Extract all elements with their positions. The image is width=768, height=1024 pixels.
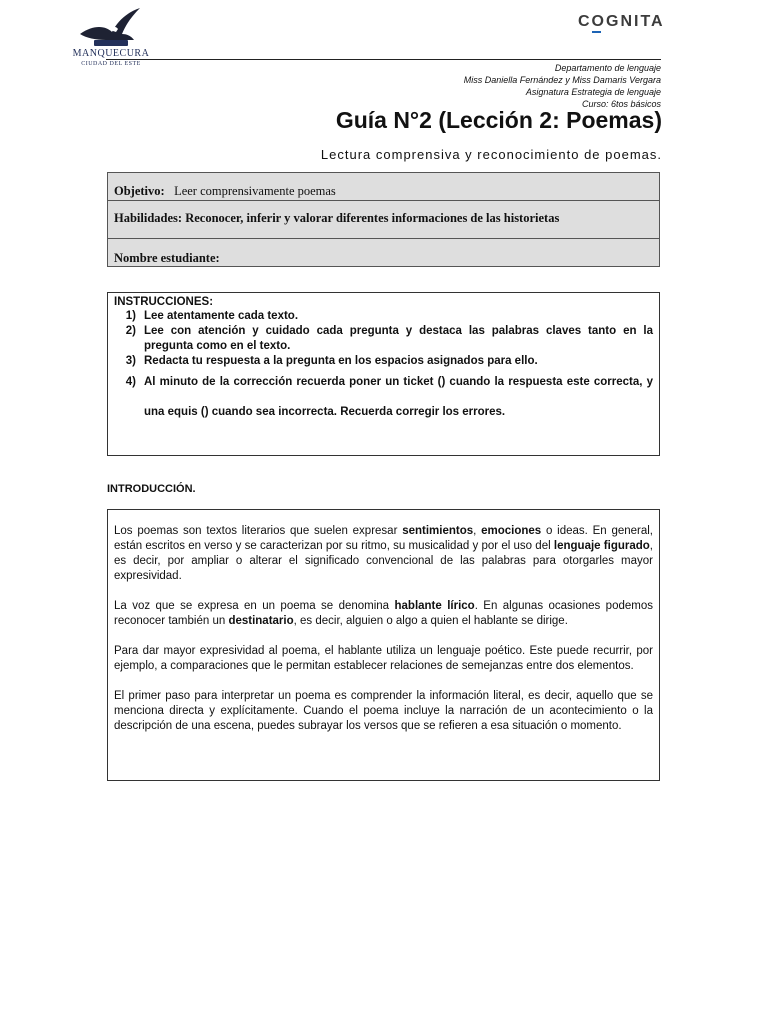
text-span: , es decir, alguien o algo a quien el hablante se dirige. — [293, 615, 568, 627]
objective-value: Leer comprensivamente poemas — [174, 184, 336, 198]
page-title: Guía N°2 (Lección 2: Poemas) — [335, 107, 662, 133]
page-subtitle: Lectura comprensiva y reconocimiento de poemas. — [320, 147, 662, 162]
text-span: . En algunas ocasiones podemos reconocer también un — [114, 600, 653, 627]
intro-paragraph-4: El primer paso para interpretar un poema es comprender la información literal, es decir, aquello que se menciona directa y explícitamente. Cuando el poema incluye la narración de un acontecimiento o la descripción de una escena, puedes subrayar los versos que se refieren a esa situación o momento. — [114, 690, 653, 732]
bold-term: destinatario — [228, 615, 294, 627]
instructions-list — [114, 309, 653, 435]
intro-paragraph-1 — [114, 524, 653, 584]
text-span: , es decir, por ampliar o alterar el significado convencional de las palabras para otorgarles mayor expresividad. — [114, 540, 653, 582]
text-span: La voz que se expresa en un poema se denomina — [114, 600, 395, 612]
school-campus: CIUDAD DEL ESTE — [81, 61, 141, 67]
text-span: Los poemas son textos literarios que suelen expresar — [114, 525, 403, 537]
text-span: , — [473, 525, 482, 537]
skills-row — [108, 201, 659, 239]
student-name-label: Nombre estudiante: — [114, 251, 220, 265]
instruction-text: Redacta tu respuesta a la pregunta en los espacios asignados para ello. — [144, 355, 538, 367]
instruction-number: 3) — [125, 355, 136, 367]
instruction-item — [114, 375, 653, 435]
objective-table — [107, 172, 660, 267]
condor-emblem-icon — [66, 4, 156, 50]
subject-line: Asignatura Estrategia de lenguaje — [525, 87, 661, 97]
course-line: Curso: 6tos básicos — [581, 99, 661, 109]
objective-label: Objetivo: — [114, 184, 165, 198]
instruction-text: Al minuto de la corrección recuerda poner un ticket () cuando la respuesta este correcta, y una equis () cuando sea incorrecta. Recuerda corregir los errores. — [144, 376, 653, 418]
bold-term: hablante lírico — [394, 600, 475, 612]
school-logo — [66, 4, 156, 72]
bold-term: sentimientos — [402, 525, 474, 537]
text-span: o ideas. En general, están escritos en verso y se caracterizan por su ritmo, su musicalidad y por el uso del — [114, 525, 654, 552]
header-divider — [106, 59, 661, 60]
bold-term: lenguaje figurado — [553, 540, 650, 552]
cognita-accent-bar — [592, 31, 601, 33]
school-name: MANQUECURA — [72, 48, 150, 59]
teachers-line: Miss Daniella Fernández y Miss Damaris Vergara — [463, 75, 661, 85]
introduction-label: INTRODUCCIÓN. — [107, 483, 196, 495]
instruction-item — [114, 324, 653, 354]
intro-paragraph-2 — [114, 599, 653, 629]
department-info — [464, 62, 661, 110]
department-line: Departamento de lenguaje — [554, 63, 661, 73]
introduction-box — [107, 509, 660, 781]
skills-text: Habilidades: Reconocer, inferir y valorar diferentes informaciones de las historietas — [114, 211, 560, 225]
student-name-row[interactable] — [108, 239, 659, 266]
bold-term: emociones — [481, 525, 542, 537]
cognita-logo: COGNITA — [578, 13, 665, 30]
instruction-text: Lee atentamente cada texto. — [144, 310, 299, 322]
objective-row — [108, 173, 659, 201]
instruction-number: 2) — [125, 325, 136, 337]
instruction-number: 4) — [125, 376, 136, 388]
instructions-header: INSTRUCCIONES: — [114, 296, 214, 308]
instruction-number: 1) — [125, 310, 136, 322]
instructions-box — [107, 292, 660, 456]
instruction-item — [114, 309, 653, 324]
intro-paragraph-3: Para dar mayor expresividad al poema, el hablante utiliza un lenguaje poético. Este puede recurrir, por ejemplo, a comparaciones que le permitan establecer relaciones de semejanzas entre dos elementos. — [114, 645, 653, 672]
instruction-text: Lee con atención y cuidado cada pregunta y destaca las palabras claves tanto en la pregunta como en el texto. — [144, 325, 653, 352]
